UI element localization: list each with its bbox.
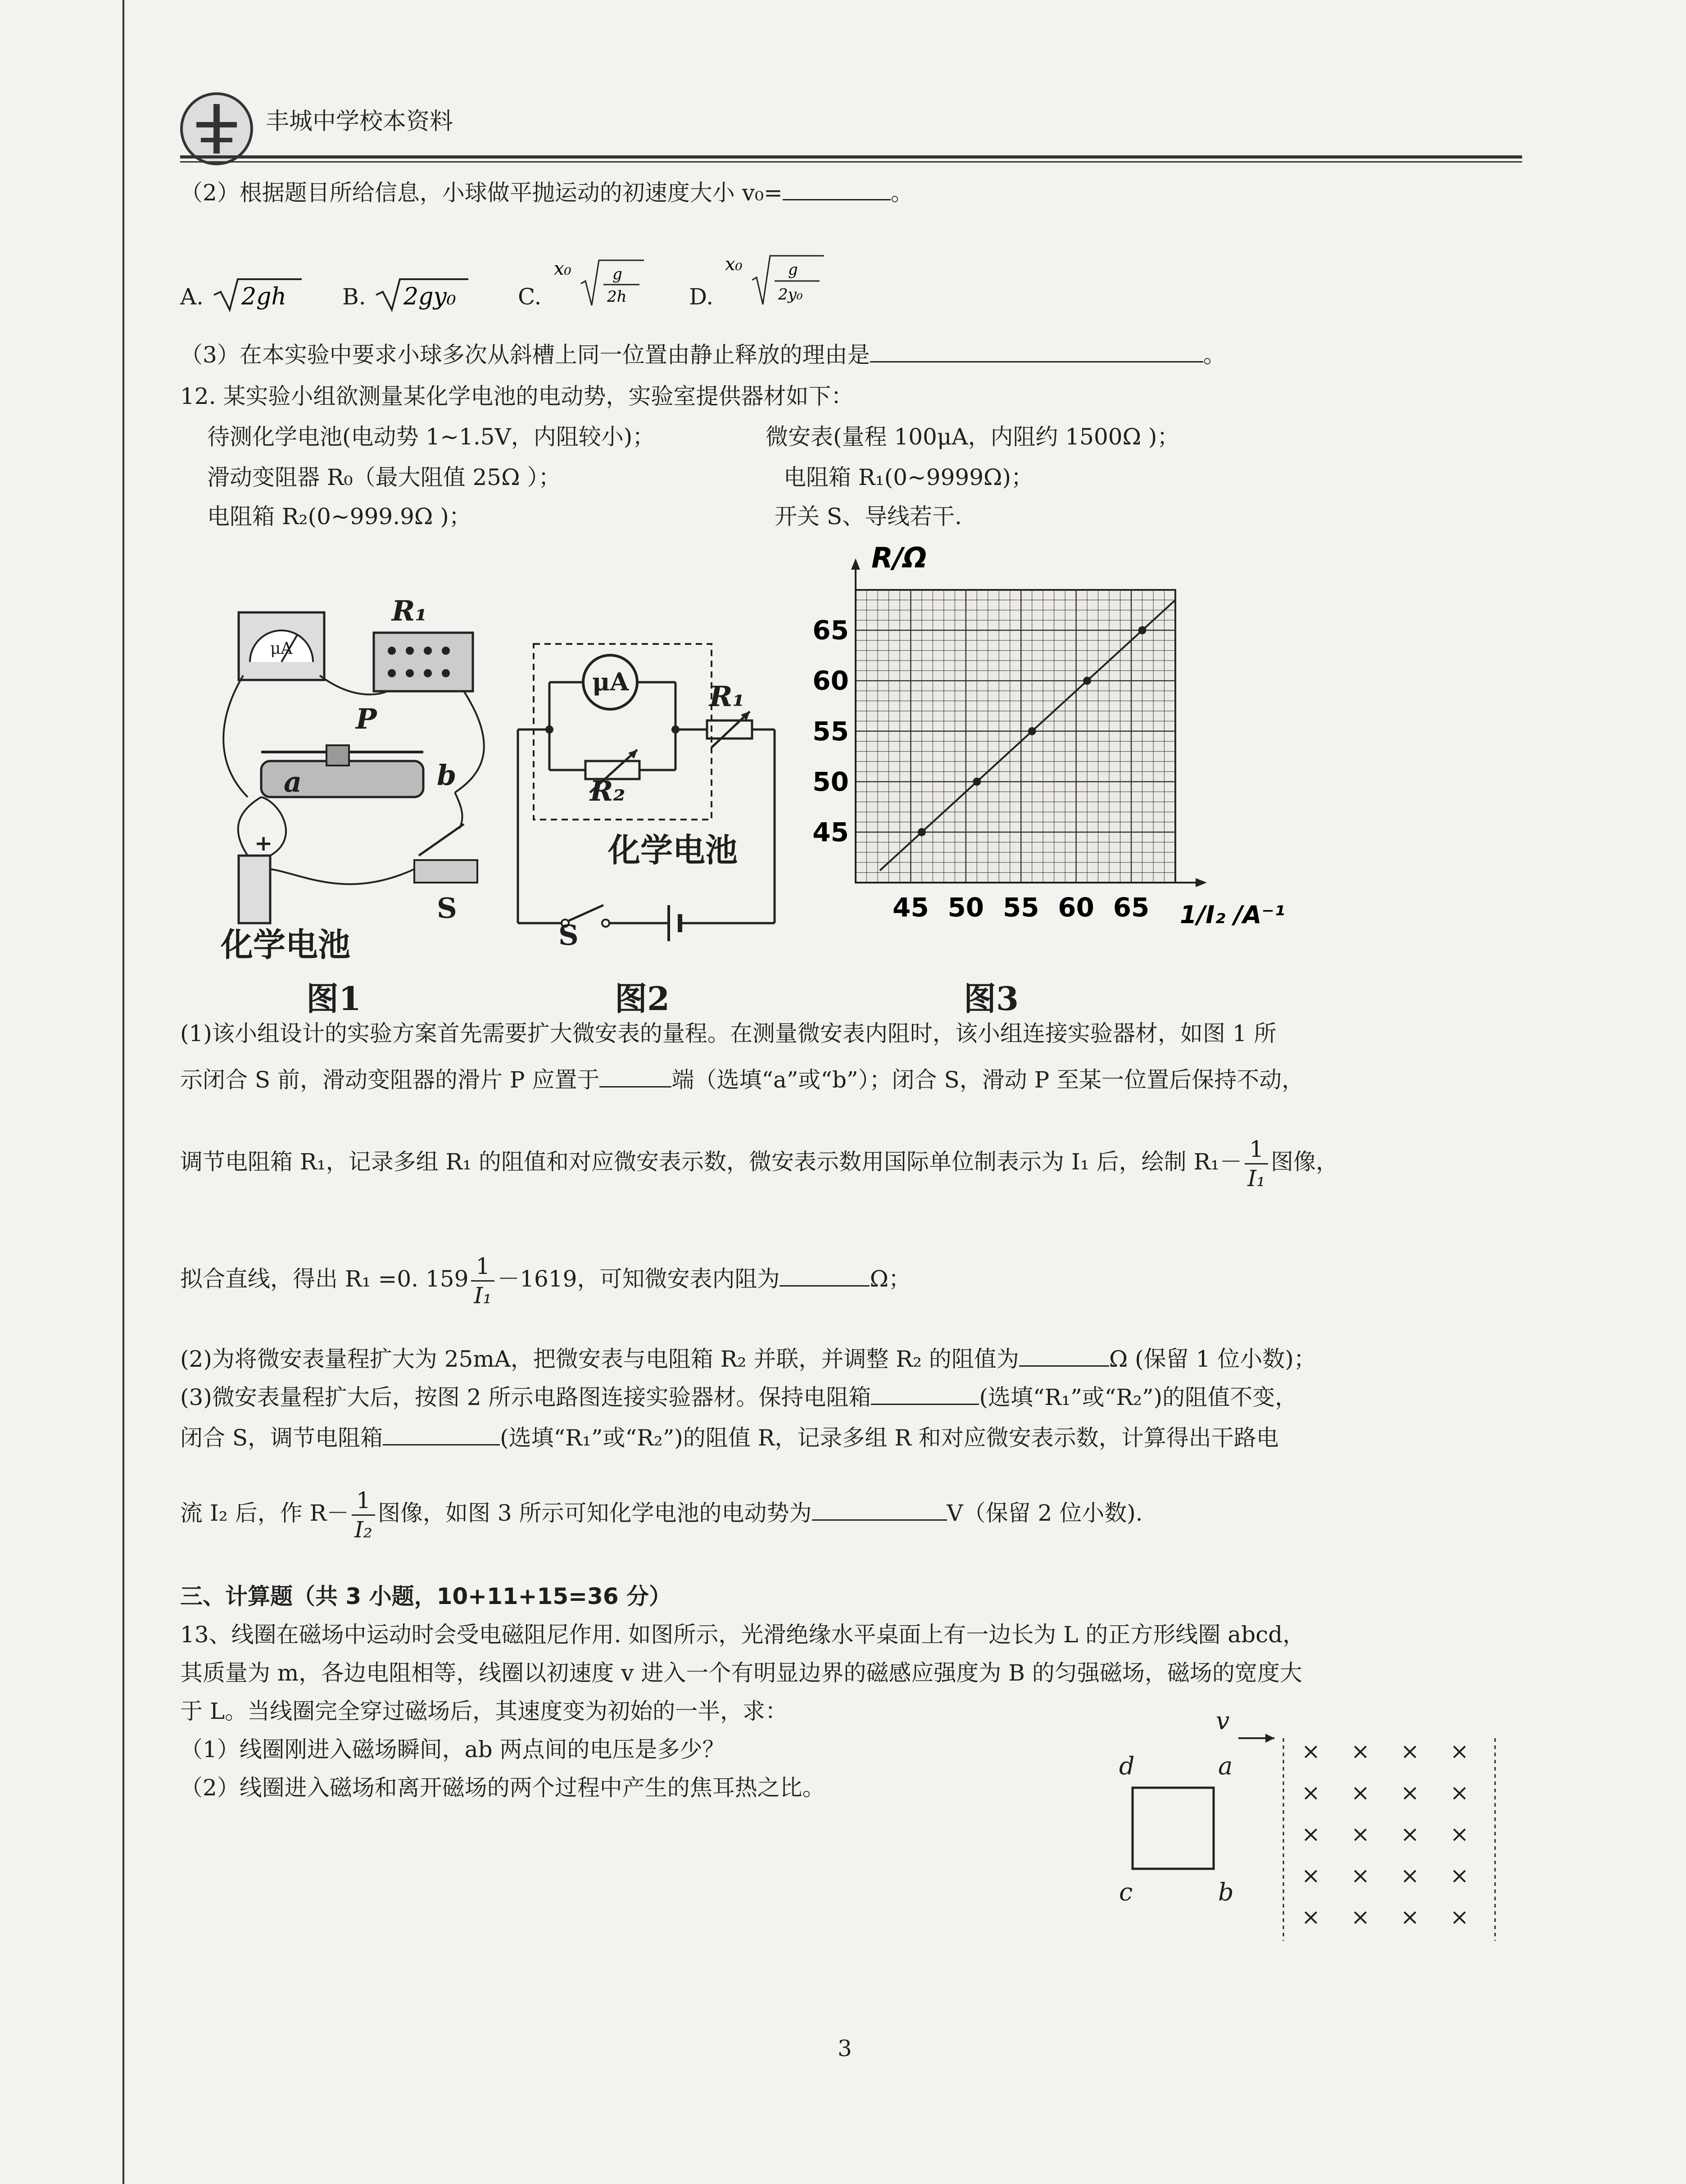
fig1-meter-label: μA bbox=[270, 639, 293, 658]
answer-blank-fixed-box[interactable] bbox=[871, 1380, 979, 1405]
fraction-1-over-I1-fit: $\frac{1}{\text{I₁}}$ bbox=[471, 1252, 494, 1309]
fig1-s-label: S bbox=[437, 892, 457, 924]
answer-blank-adjusted-box[interactable] bbox=[383, 1421, 500, 1445]
q13-line-2: 其质量为 m，各边电阻相等，线圈以初速度 v 进入一个有明显边界的磁感应强度为 B 的匀强磁场，磁场的宽度大 bbox=[180, 1660, 1302, 1686]
field-cross: × bbox=[1450, 1780, 1469, 1806]
magnetic-field-crosses bbox=[1288, 1738, 1495, 1941]
q13-c-label: c bbox=[1119, 1878, 1133, 1906]
q13-figure bbox=[1117, 1702, 1522, 1954]
svg-text:2gy₀: 2gy₀ bbox=[403, 283, 456, 310]
data-point bbox=[1083, 677, 1091, 685]
y-tick-label: 65 bbox=[812, 615, 849, 646]
fig1-b-label: b bbox=[437, 759, 457, 792]
equip-box-r1: 电阻箱 R₁(0~9999Ω)； bbox=[784, 464, 1034, 490]
y-axis-label: R/Ω bbox=[871, 541, 927, 574]
field-cross: × bbox=[1400, 1821, 1419, 1847]
equip-battery: 待测化学电池(电动势 1~1.5V，内阻较小)； bbox=[207, 424, 655, 450]
fig1-battery-label: 化学电池 bbox=[221, 925, 351, 964]
figure-3 bbox=[802, 540, 1285, 1018]
data-point bbox=[1028, 727, 1036, 735]
field-cross: × bbox=[1450, 1821, 1469, 1847]
data-point bbox=[973, 778, 981, 786]
equip-rheostat: 滑动变阻器 R₀（最大阻值 25Ω ）； bbox=[207, 464, 561, 490]
fig2-r1-label: R₁ bbox=[709, 680, 745, 713]
answer-blank-v0[interactable] bbox=[783, 176, 891, 200]
fig1-p-label: P bbox=[356, 702, 377, 735]
field-cross: × bbox=[1400, 1904, 1419, 1930]
formula-sqrt-2gy0 bbox=[374, 270, 473, 315]
field-cross: × bbox=[1450, 1904, 1469, 1930]
y-tick-label: 55 bbox=[812, 716, 849, 747]
fig2-r2-label: R₂ bbox=[590, 775, 625, 807]
q13-b-label: b bbox=[1218, 1878, 1234, 1906]
figure-2 bbox=[513, 639, 793, 1018]
equip-microammeter: 微安表(量程 100μA，内阻约 1500Ω )； bbox=[766, 424, 1180, 450]
formula-sqrt-2gh bbox=[212, 270, 302, 315]
field-cross: × bbox=[1351, 1738, 1370, 1764]
field-cross: × bbox=[1301, 1738, 1320, 1764]
field-cross: × bbox=[1450, 1738, 1469, 1764]
field-cross: × bbox=[1351, 1821, 1370, 1847]
q12-p3-a: (3)微安表量程扩大后，按图 2 所示电路图连接实验器材。保持电阻箱 (选填“R₁”或“R₂”)的阻值不变， bbox=[180, 1380, 1297, 1413]
field-cross: × bbox=[1301, 1862, 1320, 1889]
field-cross: × bbox=[1450, 1862, 1469, 1889]
data-point bbox=[918, 828, 926, 836]
fraction-1-over-I2: $\frac{1}{\text{I₂}}$ bbox=[352, 1486, 375, 1544]
answer-blank-reason[interactable] bbox=[870, 338, 1203, 362]
equip-switch: 开关 S、导线若干. bbox=[775, 503, 962, 530]
q12-p1-d: 拟合直线，得出 R₁ =0. 159 $\frac{1}{\text{I₁}}$ －1619，可知微安表内阻为 Ω； bbox=[180, 1253, 911, 1309]
q13-line-1: 13、线圈在磁场中运动时会受电磁阻尼作用. 如图所示，光滑绝缘水平桌面上有一边长为 L 的正方形线圈 abcd， bbox=[180, 1622, 1305, 1648]
fig2-meter-label: μA bbox=[592, 667, 629, 696]
school-name: 丰城中学校本资料 bbox=[266, 108, 453, 135]
fig2-caption: 图2 bbox=[615, 979, 670, 1018]
q12-p3-b: 闭合 S，调节电阻箱 (选填“R₁”或“R₂”)的阻值 R，记录多组 R 和对应微安表示数，计算得出干路电 bbox=[180, 1421, 1279, 1454]
svg-text:g: g bbox=[612, 265, 622, 283]
answer-blank-emf[interactable] bbox=[812, 1496, 947, 1521]
formula-x0-sqrt-g-2h bbox=[554, 252, 653, 315]
data-point bbox=[1138, 626, 1147, 634]
svg-text:2gh: 2gh bbox=[241, 283, 286, 310]
x-tick-label: 50 bbox=[947, 892, 984, 923]
q11-part3: （3）在本实验中要求小球多次从斜槽上同一位置由静止释放的理由是 。 bbox=[180, 338, 1226, 371]
y-axis-arrow bbox=[851, 558, 860, 570]
fig1-caption: 图1 bbox=[306, 979, 362, 1018]
x-tick-label: 60 bbox=[1058, 892, 1095, 923]
y-tick-label: 50 bbox=[812, 766, 849, 797]
x-tick-label: 45 bbox=[893, 892, 929, 923]
fig2-s-label: S bbox=[558, 919, 579, 952]
svg-text:2h: 2h bbox=[607, 288, 627, 306]
y-tick-label: 60 bbox=[812, 665, 849, 696]
plot-area bbox=[856, 590, 1175, 883]
q13-part-2: （2）线圈进入磁场和离开磁场的两个过程中产生的焦耳热之比。 bbox=[180, 1775, 825, 1801]
page-number: 3 bbox=[838, 2035, 852, 2062]
field-cross: × bbox=[1351, 1904, 1370, 1930]
q13-line-3: 于 L。当线圈完全穿过磁场后，其速度变为初始的一半，求： bbox=[180, 1698, 788, 1724]
chart-r-vs-inv-i2 bbox=[802, 540, 1285, 1009]
fig1-a-label: a bbox=[284, 766, 302, 798]
equip-box-r2: 电阻箱 R₂(0~999.9Ω )； bbox=[207, 503, 471, 530]
q13-d-label: d bbox=[1119, 1752, 1135, 1780]
field-cross: × bbox=[1301, 1780, 1320, 1806]
binding-line bbox=[122, 0, 124, 2184]
field-cross: × bbox=[1301, 1904, 1320, 1930]
section-3-title: 三、计算题（共 3 小题，10+11+15=36 分） bbox=[180, 1583, 672, 1609]
school-logo bbox=[180, 92, 253, 165]
fig1-r1-label: R₁ bbox=[392, 594, 427, 627]
q12-p1-b: 示闭合 S 前，滑动变阻器的滑片 P 应置于 端（选填“a”或“b”）；闭合 S，滑动 P 至某一位置后保持不动， bbox=[180, 1063, 1304, 1096]
q12-p1-c: 调节电阻箱 R₁，记录多组 R₁ 的阻值和对应微安表示数，微安表示数用国际单位制表示为 I₁ 后，绘制 R₁－ $\frac{1}{\text{I₁}}$ 图像， bbox=[180, 1136, 1339, 1192]
x-axis-label: 1/I₂ /A⁻¹ bbox=[1180, 901, 1285, 929]
q12-p2: (2)为将微安表量程扩大为 25mA，把微安表与电阻箱 R₂ 并联，并调整 R₂ 的阻值为 Ω (保留 1 位小数)； bbox=[180, 1342, 1316, 1375]
figure-1 bbox=[212, 585, 513, 1018]
q13-v-label: v bbox=[1216, 1707, 1230, 1735]
fig2-battery-label: 化学电池 bbox=[608, 831, 738, 869]
q11-part2: （2）根据题目所给信息，小球做平抛运动的初速度大小 v₀= 。 bbox=[180, 176, 913, 208]
field-cross: × bbox=[1351, 1780, 1370, 1806]
header-rule-thick bbox=[180, 155, 1522, 159]
q11-options: A. 2gh B. 2gy₀ C. x₀ g 2h D. x₀ g 2y₀ bbox=[180, 252, 946, 315]
q13-a-label: a bbox=[1218, 1752, 1233, 1780]
answer-blank-r2-value[interactable] bbox=[1019, 1342, 1109, 1367]
header-rule-thin bbox=[180, 161, 1522, 163]
q12-p1-a: (1)该小组设计的实验方案首先需要扩大微安表的量程。在测量微安表内阻时，该小组连接实验器材，如图 1 所 bbox=[180, 1020, 1277, 1047]
svg-text:x₀: x₀ bbox=[725, 254, 743, 275]
formula-x0-sqrt-g-2y0 bbox=[725, 248, 833, 315]
y-tick-label: 45 bbox=[812, 816, 849, 847]
fig1-plus-label: + bbox=[254, 831, 273, 856]
x-tick-label: 65 bbox=[1113, 892, 1150, 923]
q13-part-1: （1）线圈刚进入磁场瞬间，ab 两点间的电压是多少？ bbox=[180, 1736, 725, 1763]
fig3-caption: 图3 bbox=[964, 979, 1019, 1018]
x-tick-label: 55 bbox=[1002, 892, 1039, 923]
q12-p3-c: 流 I₂ 后，作 R－ $\frac{1}{\text{I₂}}$ 图像，如图 3 所示可知化学电池的电动势为 V（保留 2 位小数). bbox=[180, 1487, 1143, 1543]
header bbox=[180, 86, 1522, 171]
field-cross: × bbox=[1351, 1862, 1370, 1889]
q12-intro: 12. 某实验小组欲测量某化学电池的电动势，实验室提供器材如下： bbox=[180, 383, 854, 409]
fraction-1-over-I1: $\frac{1}{\text{I₁}}$ bbox=[1245, 1135, 1268, 1192]
field-cross: × bbox=[1301, 1821, 1320, 1847]
field-cross: × bbox=[1400, 1780, 1419, 1806]
svg-text:x₀: x₀ bbox=[554, 258, 571, 279]
field-cross: × bbox=[1400, 1738, 1419, 1764]
svg-text:g: g bbox=[788, 261, 798, 279]
answer-blank-internal-resistance[interactable] bbox=[780, 1262, 870, 1287]
field-cross: × bbox=[1400, 1862, 1419, 1889]
answer-blank-slider-end[interactable] bbox=[599, 1063, 671, 1087]
svg-text:2y₀: 2y₀ bbox=[778, 285, 803, 304]
x-axis-arrow bbox=[1196, 878, 1207, 887]
